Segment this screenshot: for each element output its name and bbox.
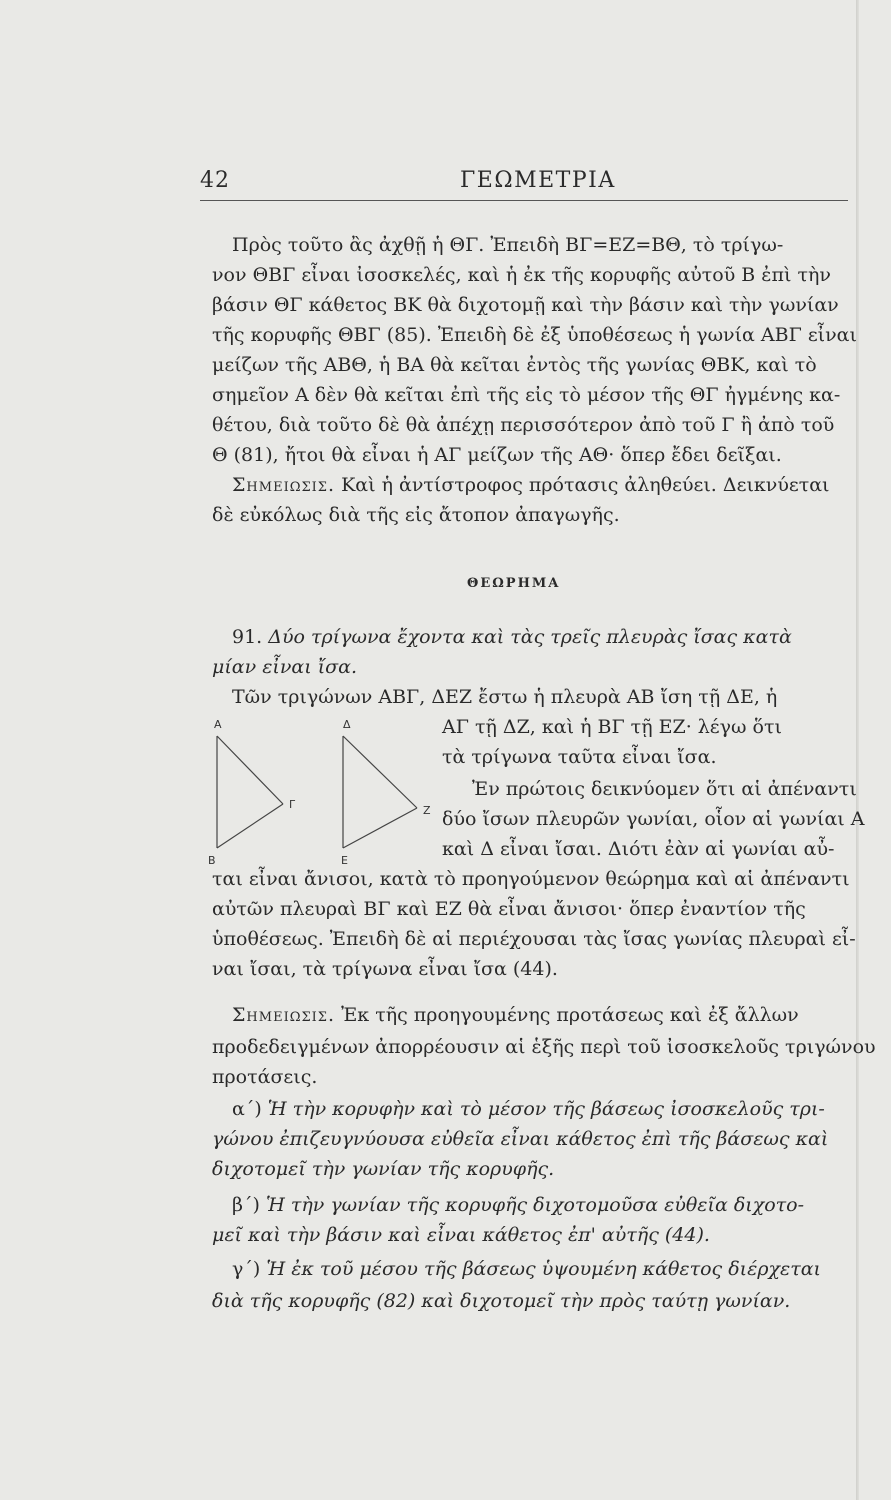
label-a: Α — [214, 718, 222, 731]
text-line: ὑποθέσεως. Ἐπειδὴ δὲ αἱ περιέχουσαι τὰς ἴσας γωνίας πλευραὶ εἶ- — [212, 928, 856, 950]
text-line: γ΄) Ἡ ἐκ τοῦ μέσου τῆς βάσεως ὑψουμένη κάθετος διέρχεται — [232, 1258, 821, 1280]
label-d: Δ — [343, 718, 351, 731]
text-line: Θ (81), ἤτοι θὰ εἶναι ἡ ΑΓ μείζων τῆς ΑΘ· ὅπερ ἔδει δεῖξαι. — [212, 444, 782, 466]
text-line: σημεῖον Α δὲν θὰ κεῖται ἐπὶ τῆς εἰς τὸ μέσον τῆς ΘΓ ἠγμένης κα- — [212, 384, 841, 406]
triangles-figure — [205, 712, 445, 872]
text-line: προδεδειγμένων ἀπορρέουσιν αἱ ἑξῆς περὶ τοῦ ἰσοσκελοῦς τριγώνου — [212, 1036, 876, 1058]
remark-label: Σημειωσις. — [232, 474, 336, 496]
header-rule — [200, 200, 848, 201]
text-line: α΄) Ἡ τὴν κορυφὴν καὶ τὸ μέσον τῆς βάσεως ἰσοσκελοῦς τρι- — [232, 1098, 825, 1120]
text-line: διχοτομεῖ τὴν γωνίαν τῆς κορυφῆς. — [212, 1158, 555, 1180]
text-line: θέτου, διὰ τοῦτο δὲ θὰ ἀπέχῃ περισσότερον ἀπὸ τοῦ Γ ἢ ἀπὸ τοῦ — [212, 414, 835, 436]
page-header — [200, 168, 848, 200]
text-line: μεῖ καὶ τὴν βάσιν καὶ εἶναι κάθετος ἐπ' αὐτῆς (44). — [212, 1224, 710, 1246]
page-edge — [856, 0, 859, 1500]
text-line: ΑΓ τῇ ΔΖ, καὶ ἡ ΒΓ τῇ ΕΖ· λέγω ὅτι — [442, 716, 782, 738]
text-line: 91. Δύο τρίγωνα ἔχοντα καὶ τὰς τρεῖς πλευρὰς ἴσας κατὰ — [232, 626, 792, 648]
remark-label: Σημειωσις. — [232, 1004, 336, 1026]
text-line: δὲ εὐκόλως διὰ τῆς εἰς ἄτοπον ἀπαγωγῆς. — [212, 504, 620, 526]
label-b: Β — [208, 854, 216, 867]
page-title: ΓΕΩΜΕΤΡΙΑ — [460, 168, 616, 193]
text-line: προτάσεις. — [212, 1066, 318, 1088]
triangle-def — [343, 736, 417, 848]
text-line: βάσιν ΘΓ κάθετος ΒΚ θὰ διχοτομῇ καὶ τὴν βάσιν καὶ τὴν γωνίαν — [212, 294, 839, 316]
theorem-number: 91. — [232, 626, 263, 648]
text-line: αὐτῶν πλευραὶ ΒΓ καὶ ΕΖ θὰ εἶναι ἄνισοι· ὅπερ ἐναντίον τῆς — [212, 898, 806, 920]
corollary-marker: γ΄) — [232, 1258, 261, 1280]
label-z: Ζ — [423, 804, 431, 817]
text-line: καὶ Δ εἶναι ἴσαι. Διότι ἐὰν αἱ γωνίαι αὖ- — [442, 838, 835, 860]
label-e: Ε — [341, 854, 348, 867]
text-line: Τῶν τριγώνων ΑΒΓ, ΔΕΖ ἔστω ἡ πλευρὰ ΑΒ ἴση τῇ ΔΕ, ἡ — [232, 686, 778, 708]
text-line: γώνου ἐπιζευγνύουσα εὐθεῖα εἶναι κάθετος ἐπὶ τῆς βάσεως καὶ — [212, 1128, 829, 1150]
page-number: 42 — [200, 168, 230, 193]
text-line: διὰ τῆς κορυφῆς (82) καὶ διχοτομεῖ τὴν πρὸς ταύτῃ γωνίαν. — [212, 1290, 791, 1312]
text-line: τῆς κορυφῆς ΘΒΓ (85). Ἐπειδὴ δὲ ἐξ ὑποθέσεως ἡ γωνία ΑΒΓ εἶναι — [212, 324, 857, 346]
text-line: τὰ τρίγωνα ταῦτα εἶναι ἴσα. — [442, 746, 717, 768]
text-line: β΄) Ἡ τὴν γωνίαν τῆς κορυφῆς διχοτομοῦσα εὐθεῖα διχοτο- — [232, 1194, 805, 1216]
theorem-heading: ΘΕΩΡΗΜΑ — [467, 576, 561, 591]
text-line: μείζων τῆς ΑΒΘ, ἡ ΒΑ θὰ κεῖται ἐντὸς τῆς γωνίας ΘΒΚ, καὶ τὸ — [212, 354, 817, 376]
corollary-marker: β΄) — [232, 1194, 260, 1216]
text-line: Σημειωσις. Ἐκ τῆς προηγουμένης προτάσεως καὶ ἐξ ἄλλων — [232, 1004, 799, 1026]
corollary-marker: α΄) — [232, 1098, 262, 1120]
label-c: Γ — [289, 798, 296, 811]
text-line: νον ΘΒΓ εἶναι ἰσοσκελές, καὶ ἡ ἐκ τῆς κορυφῆς αὐτοῦ Β ἐπὶ τὴν — [212, 264, 831, 286]
text-line: ναι ἴσαι, τὰ τρίγωνα εἶναι ἴσα (44). — [212, 958, 558, 980]
text-line: δύο ἴσων πλευρῶν γωνίαι, οἷον αἱ γωνίαι Α — [442, 808, 865, 830]
text-line: Πρὸς τοῦτο ἂς ἀχθῇ ἡ ΘΓ. Ἐπειδὴ ΒΓ=ΕΖ=ΒΘ, τὸ τρίγω- — [232, 234, 784, 256]
text-line: Σημειωσις. Καὶ ἡ ἀντίστροφος πρότασις ἀληθεύει. Δεικνύεται — [232, 474, 830, 496]
triangle-abc — [217, 736, 283, 848]
text-line: μίαν εἶναι ἴσα. — [212, 656, 358, 678]
text-line: ται εἶναι ἄνισοι, κατὰ τὸ προηγούμενον θεώρημα καὶ αἱ ἀπέναντι — [212, 868, 850, 890]
text-line: Ἐν πρώτοις δεικνύομεν ὅτι αἱ ἀπέναντι — [472, 778, 857, 800]
